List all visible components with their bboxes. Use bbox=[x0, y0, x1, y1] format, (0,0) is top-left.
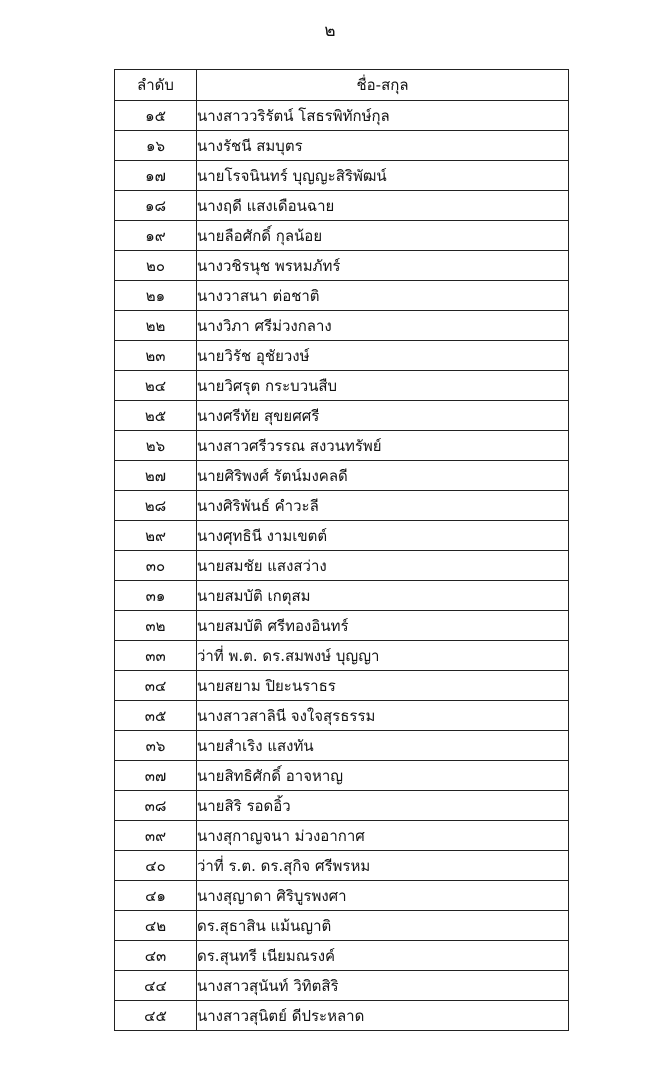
sequence-number-cell: ๔๔ bbox=[115, 971, 197, 1001]
table-row bbox=[115, 341, 569, 371]
table-row bbox=[115, 461, 569, 491]
full-name-cell: ดร.สุธาสิน แม้นญาติ bbox=[197, 911, 569, 941]
sequence-number-cell: ๓๘ bbox=[115, 791, 197, 821]
table-row bbox=[115, 761, 569, 791]
full-name-cell: นายสิริ รอดอิ้ว bbox=[197, 791, 569, 821]
sequence-number-cell: ๓๒ bbox=[115, 611, 197, 641]
full-name-cell: นายสมบัติ เกตุสม bbox=[197, 581, 569, 611]
full-name-cell: นายสมบัติ ศรีทองอินทร์ bbox=[197, 611, 569, 641]
sequence-number-cell: ๒๔ bbox=[115, 371, 197, 401]
page-number: ๒ bbox=[324, 21, 336, 41]
sequence-number-cell: ๔๑ bbox=[115, 881, 197, 911]
table-row bbox=[115, 491, 569, 521]
table-row bbox=[115, 941, 569, 971]
table-row bbox=[115, 581, 569, 611]
full-name-cell: นายวิรัช อุชัยวงษ์ bbox=[197, 341, 569, 371]
table-row bbox=[115, 251, 569, 281]
full-name-cell: นางสุกาญจนา ม่วงอากาศ bbox=[197, 821, 569, 851]
full-name-cell: ดร.สุนทรี เนียมณรงค์ bbox=[197, 941, 569, 971]
full-name-cell: นางวชิรนุช พรหมภัทร์ bbox=[197, 251, 569, 281]
table-row bbox=[115, 401, 569, 431]
full-name-cell: นายโรจนินทร์ บุญญะสิริพัฒน์ bbox=[197, 161, 569, 191]
full-name-cell: นายวิศรุต กระบวนสืบ bbox=[197, 371, 569, 401]
table-row bbox=[115, 641, 569, 671]
sequence-number-cell: ๓๖ bbox=[115, 731, 197, 761]
full-name-cell: นางวาสนา ต่อชาติ bbox=[197, 281, 569, 311]
full-name-cell: นายสำเริง แสงทัน bbox=[197, 731, 569, 761]
table-row bbox=[115, 221, 569, 251]
full-name-cell: นางศุทธินี งามเขตต์ bbox=[197, 521, 569, 551]
sequence-number-cell: ๒๑ bbox=[115, 281, 197, 311]
table-row bbox=[115, 881, 569, 911]
sequence-number-cell: ๑๙ bbox=[115, 221, 197, 251]
sequence-number-cell: ๔๓ bbox=[115, 941, 197, 971]
table-row bbox=[115, 851, 569, 881]
sequence-number-cell: ๒๐ bbox=[115, 251, 197, 281]
table-row bbox=[115, 521, 569, 551]
header-row bbox=[115, 70, 569, 101]
sequence-number-cell: ๒๙ bbox=[115, 521, 197, 551]
table-row bbox=[115, 701, 569, 731]
sequence-number-cell: ๔๒ bbox=[115, 911, 197, 941]
header-full-name: ชื่อ-สกุล bbox=[197, 70, 569, 101]
full-name-cell: นางศิริพันธ์ คำวะลี bbox=[197, 491, 569, 521]
table-row bbox=[115, 311, 569, 341]
sequence-number-cell: ๒๓ bbox=[115, 341, 197, 371]
sequence-number-cell: ๓๓ bbox=[115, 641, 197, 671]
full-name-cell: นางฤดี แสงเดือนฉาย bbox=[197, 191, 569, 221]
sequence-number-cell: ๑๘ bbox=[115, 191, 197, 221]
sequence-number-cell: ๓๔ bbox=[115, 671, 197, 701]
table-row bbox=[115, 971, 569, 1001]
table-row bbox=[115, 791, 569, 821]
table-row bbox=[115, 611, 569, 641]
full-name-cell: นางศรีทัย สุขยศศรี bbox=[197, 401, 569, 431]
sequence-number-cell: ๔๐ bbox=[115, 851, 197, 881]
table-row bbox=[115, 431, 569, 461]
table-row bbox=[115, 821, 569, 851]
table-row bbox=[115, 131, 569, 161]
full-name-cell: นางสาววริรัตน์ โสธรพิทักษ์กุล bbox=[197, 101, 569, 131]
sequence-number-cell: ๑๕ bbox=[115, 101, 197, 131]
sequence-number-cell: ๒๕ bbox=[115, 401, 197, 431]
sequence-number-cell: ๓๐ bbox=[115, 551, 197, 581]
name-list-table bbox=[114, 69, 569, 1031]
full-name-cell: นางสาวศรีวรรณ สงวนทรัพย์ bbox=[197, 431, 569, 461]
table-row bbox=[115, 281, 569, 311]
full-name-cell: นางรัชนี สมบุตร bbox=[197, 131, 569, 161]
table-row bbox=[115, 371, 569, 401]
full-name-cell: นายสิทธิศักดิ์ อาจหาญ bbox=[197, 761, 569, 791]
full-name-cell: นายลือศักดิ์ กุลน้อย bbox=[197, 221, 569, 251]
sequence-number-cell: ๒๖ bbox=[115, 431, 197, 461]
sequence-number-cell: ๑๖ bbox=[115, 131, 197, 161]
full-name-cell: นางสาวสุนันท์ วิทิตสิริ bbox=[197, 971, 569, 1001]
table-row bbox=[115, 101, 569, 131]
header-sequence-number: ลำดับ bbox=[115, 70, 197, 101]
full-name-cell: นายศิริพงศ์ รัตน์มงคลดี bbox=[197, 461, 569, 491]
table-row bbox=[115, 1001, 569, 1031]
table-row bbox=[115, 731, 569, 761]
table-body bbox=[115, 101, 569, 1031]
full-name-cell: นางสาวสาลินี จงใจสุรธรรม bbox=[197, 701, 569, 731]
full-name-cell: นางสุญาดา ศิริบูรพงศา bbox=[197, 881, 569, 911]
table-row bbox=[115, 551, 569, 581]
sequence-number-cell: ๒๒ bbox=[115, 311, 197, 341]
full-name-cell: ว่าที่ พ.ต. ดร.สมพงษ์ บุญญา bbox=[197, 641, 569, 671]
sequence-number-cell: ๓๑ bbox=[115, 581, 197, 611]
sequence-number-cell: ๔๕ bbox=[115, 1001, 197, 1031]
full-name-cell: นายสยาม ปิยะนราธร bbox=[197, 671, 569, 701]
sequence-number-cell: ๒๘ bbox=[115, 491, 197, 521]
table-row bbox=[115, 161, 569, 191]
sequence-number-cell: ๓๙ bbox=[115, 821, 197, 851]
sequence-number-cell: ๓๗ bbox=[115, 761, 197, 791]
full-name-cell: ว่าที่ ร.ต. ดร.สุกิจ ศรีพรหม bbox=[197, 851, 569, 881]
sequence-number-cell: ๓๕ bbox=[115, 701, 197, 731]
table-row bbox=[115, 911, 569, 941]
table-row bbox=[115, 191, 569, 221]
table-row bbox=[115, 671, 569, 701]
sequence-number-cell: ๒๗ bbox=[115, 461, 197, 491]
full-name-cell: นางวิภา ศรีม่วงกลาง bbox=[197, 311, 569, 341]
full-name-cell: นางสาวสุนิตย์ ดีประหลาด bbox=[197, 1001, 569, 1031]
full-name-cell: นายสมชัย แสงสว่าง bbox=[197, 551, 569, 581]
sequence-number-cell: ๑๗ bbox=[115, 161, 197, 191]
